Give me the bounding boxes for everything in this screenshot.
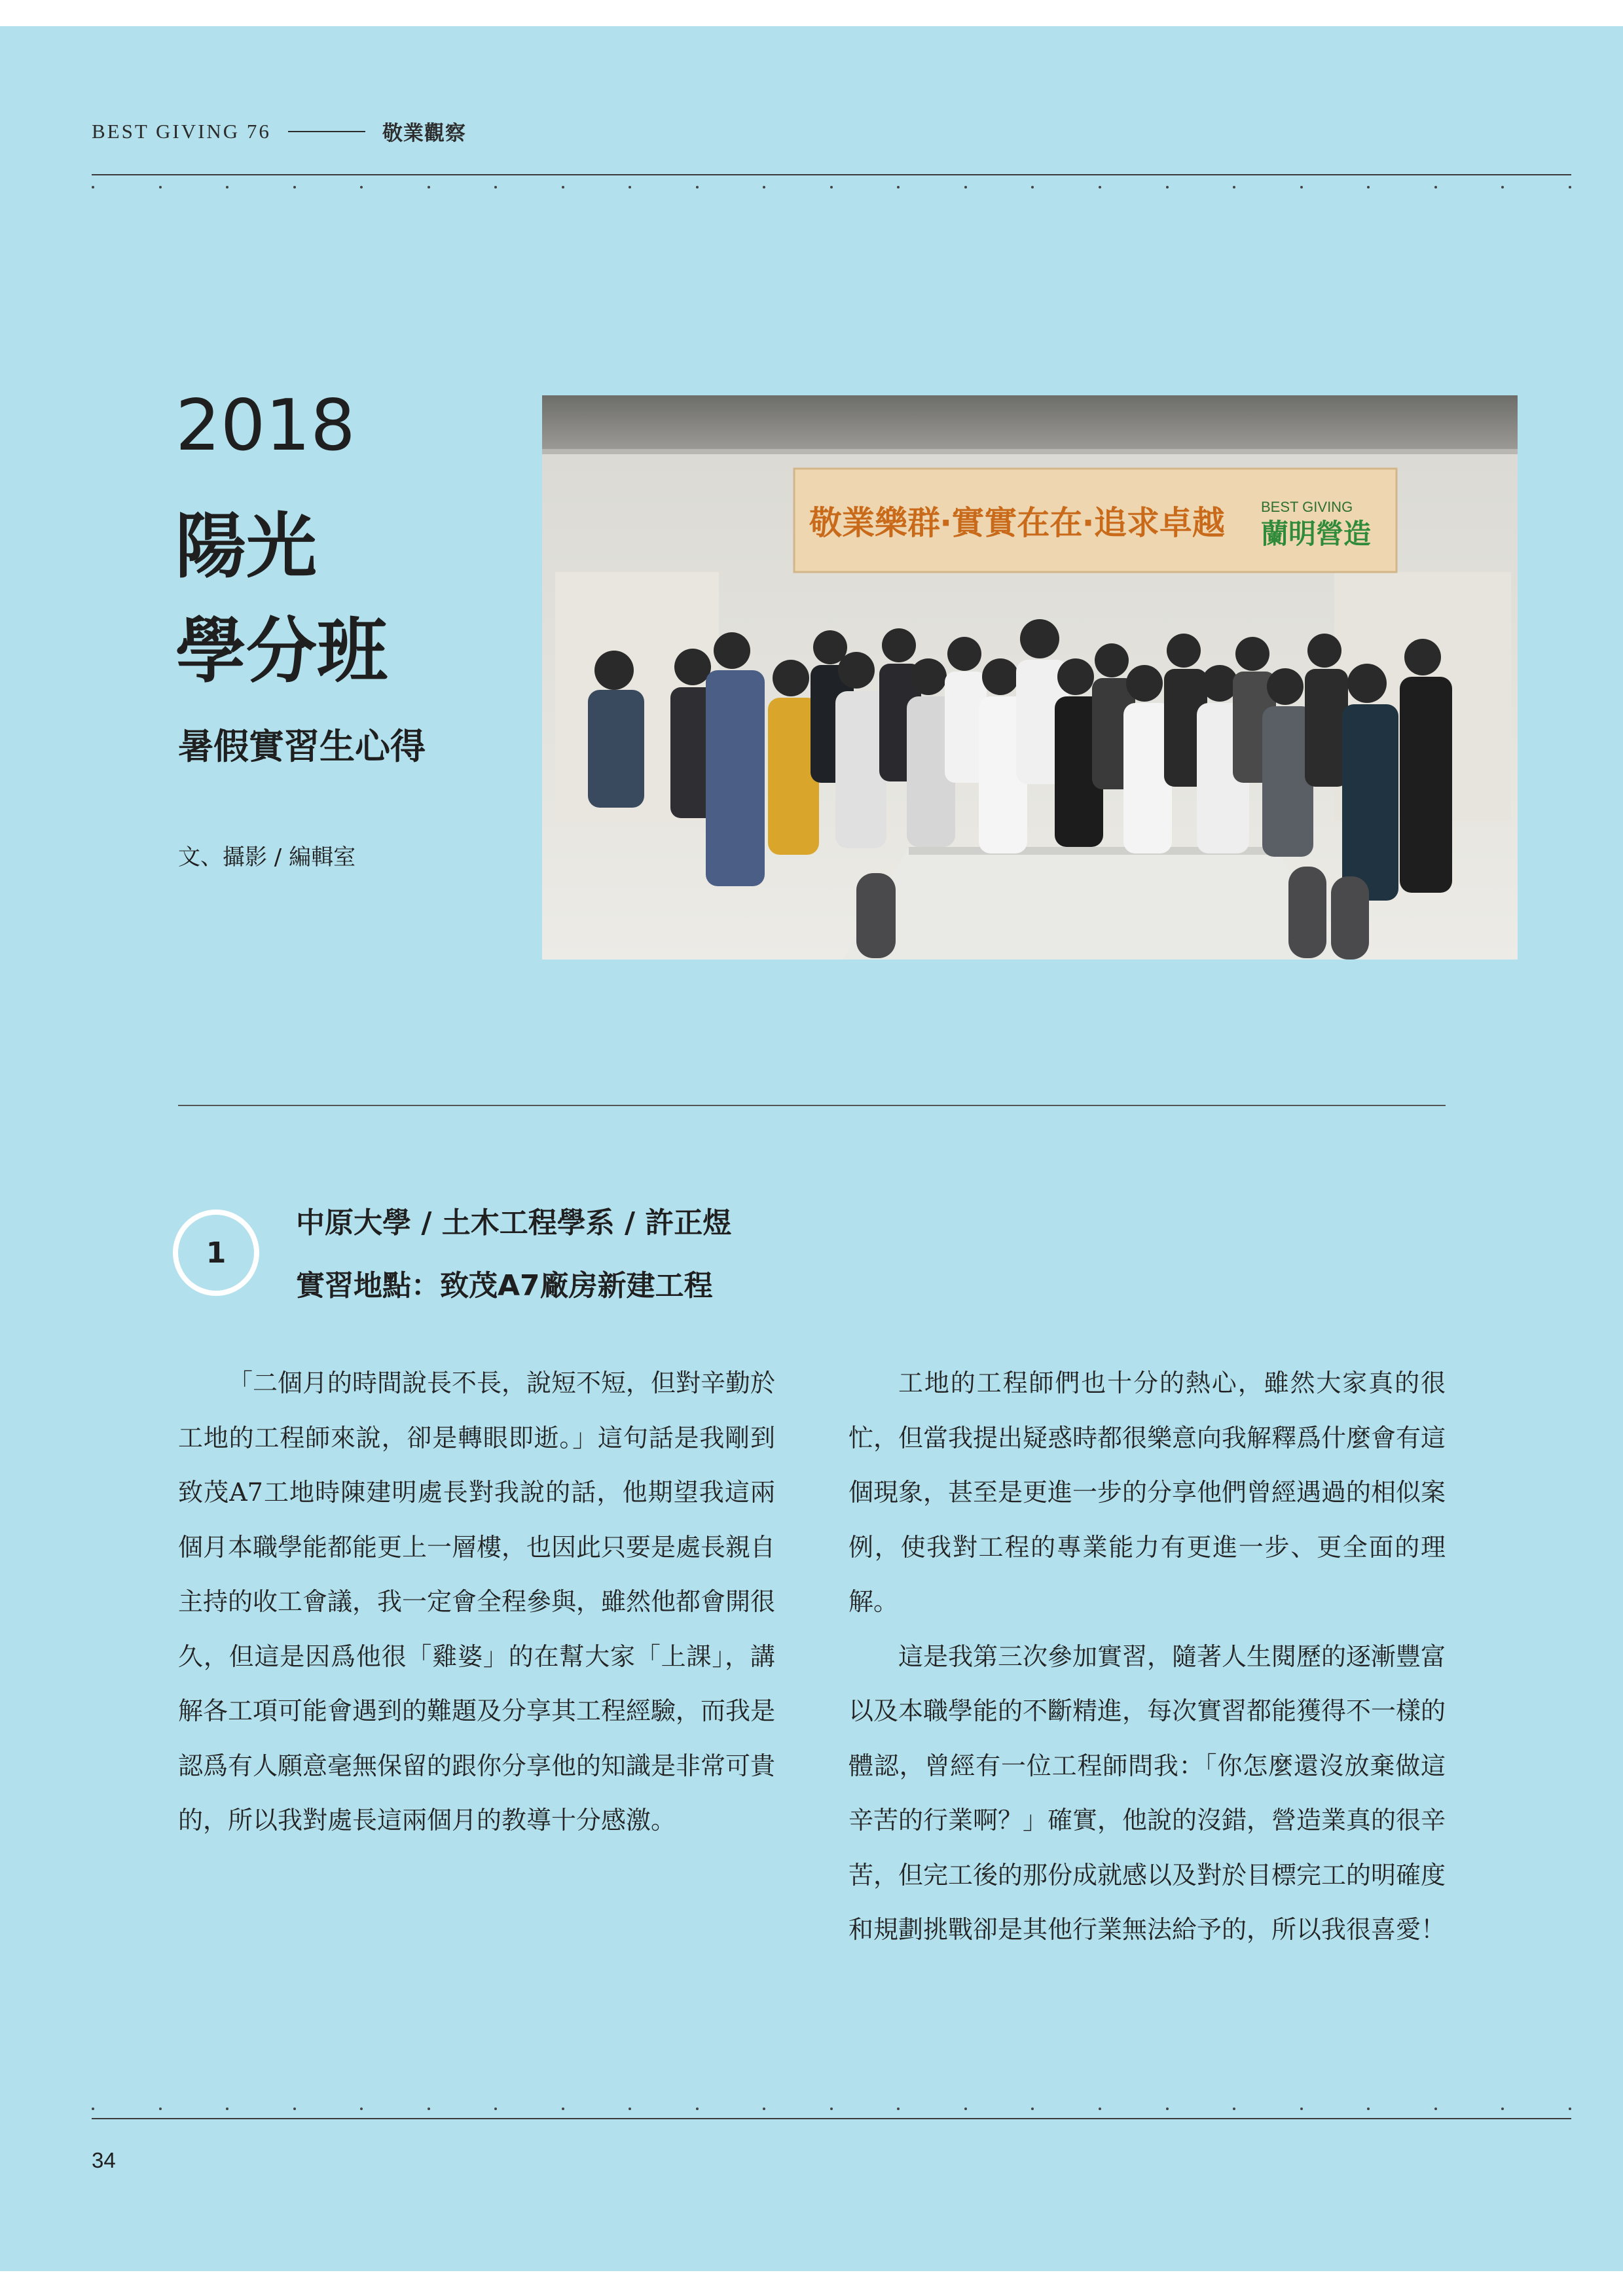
- footer-dots: [92, 2108, 1571, 2111]
- magazine-name: BEST GIVING 76: [92, 119, 271, 143]
- section-divider: [178, 1105, 1446, 1106]
- section-name: 敬業觀察: [382, 122, 466, 145]
- body-column-left: [178, 1356, 775, 1848]
- byline: 文、攝影 / 編輯室: [178, 844, 356, 870]
- banner-logo-small: BEST GIVING: [1261, 499, 1353, 515]
- group-photo: [542, 395, 1518, 960]
- title-line-2: 學分班: [175, 611, 388, 692]
- header-dash: [288, 131, 365, 132]
- title-line-1: 陽光: [175, 506, 318, 588]
- paragraph: 這是我第三次參加實習，隨著人生閱歷的逐漸豐富以及本職學能的不斷精進，每次實習都能獲得不一樣的體認，曾經有一位工程師問我：「你怎麼還沒放棄做這辛苦的行業啊？」確實，他說的沒錯，營造業真的很辛苦，但完工後的那份成就感以及對於目標完工的明確度和規劃挑戰卻是其他行業無法給予的，所以我很喜愛！: [848, 1641, 1446, 1944]
- internship-location: 實習地點：致茂A7廠房新建工程: [296, 1269, 713, 1302]
- article-subtitle: 暑假實習生心得: [178, 725, 426, 767]
- entry-number: 1: [206, 1236, 227, 1270]
- paragraph: 工地的工程師們也十分的熱心，雖然大家真的很忙，但當我提出疑惑時都很樂意向我解釋爲什麼會有這個現象，甚至是更進一步的分享他們曾經遇過的相似案例，使我對工程的專業能力有更進一步、更全面的理解。: [848, 1369, 1446, 1616]
- header-dots: [92, 186, 1571, 190]
- title-year: 2018: [175, 385, 356, 467]
- paragraph: 「二個月的時間說長不長，說短不短，但對辛勤於工地的工程師來說，卻是轉眼即逝。」這句話是我剛到致茂A7工地時陳建明處長對我說的話，他期望我這兩個月本職學能都能更上一層樓，也因此只要是處長親自主持的收工會議，我一定會全程參與，雖然他都會開很久，但這是因爲他很「雞婆」的在幫大家「上課」，講解各工項可能會遇到的難題及分享其工程經驗，而我是認爲有人願意毫無保留的跟你分享他的知識是非常可貴的，所以我對處長這兩個月的教導十分感激。: [178, 1369, 776, 1835]
- body-column-right: [848, 1356, 1446, 1958]
- banner-text: 敬業樂群‧實實在在‧追求卓越: [809, 504, 1225, 542]
- running-header: [92, 117, 466, 146]
- page-number: 34: [92, 2148, 116, 2172]
- student-info: 中原大學 / 土木工程學系 / 許正煜: [296, 1206, 732, 1240]
- header-rule: [92, 174, 1571, 175]
- footer-rule: [92, 2118, 1571, 2119]
- entry-number-badge: [173, 1210, 259, 1296]
- banner-logo-main: 蘭明營造: [1261, 518, 1372, 550]
